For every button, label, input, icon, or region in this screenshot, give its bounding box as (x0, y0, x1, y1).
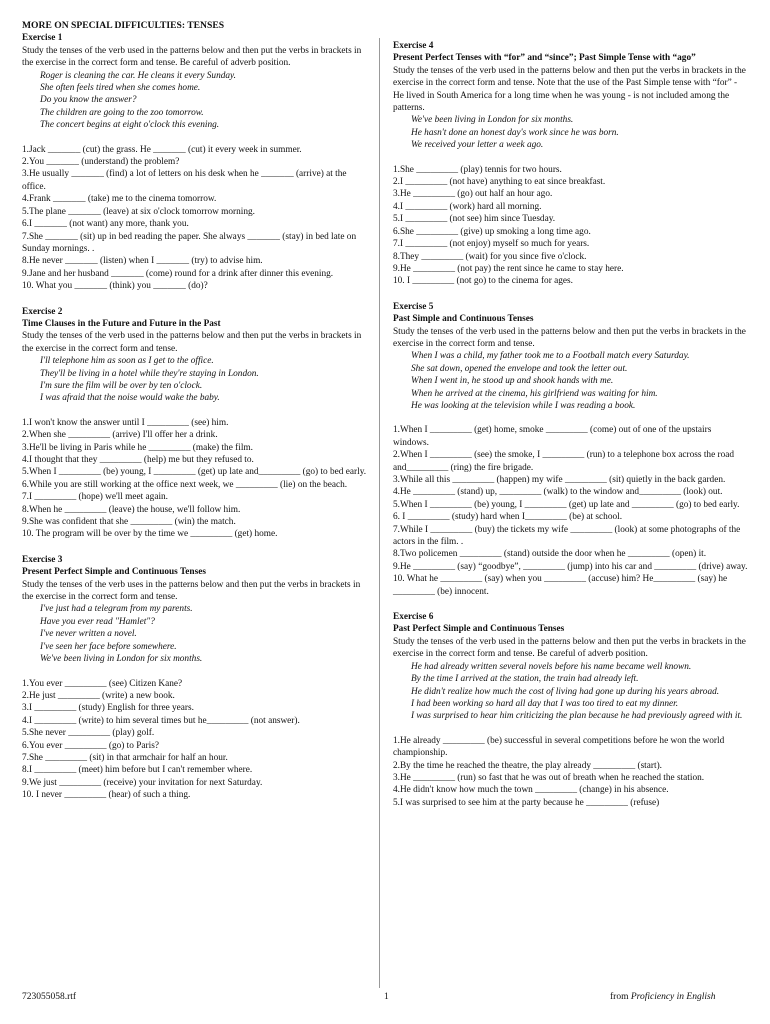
exercise-item: 6.While you are still working at the office next week, we _________ (lie) on the beach. (22, 479, 348, 490)
exercise-item: 4.Frank _______ (take) me to the cinema tomorrow. (22, 194, 217, 205)
exercise-item: 3.I _________ (study) English for three years. (22, 703, 194, 714)
example-patterns (393, 661, 748, 723)
exercise-item: 7.She _________ (sit) in that armchair for half an hour. (22, 752, 228, 763)
exercise-items (22, 144, 372, 293)
footer-source-prefix: from (610, 992, 631, 1002)
exercise-item: 2.When she _________ (arrive) I'll offer her a drink. (22, 430, 218, 441)
exercise-instructions: Study the tenses of the verb used in the patterns below and then put the verbs in brackets in the exercise in the correct form and tense. Be careful of adverb position. (393, 636, 746, 660)
exercise-item: 1.Jack _______ (cut) the grass. He _______ (cut) it every week in summer. (22, 144, 302, 155)
column-divider (379, 38, 380, 988)
exercise-title: Exercise 5 (393, 301, 434, 312)
exercise-instructions: Study the tenses of the verb used in the patterns below and then put the verbs in brackets in the exercise in the correct form and tense. Note that the use of the Past Simple tense with “for” - He lived in South America for a long time when he was young - is not included among the patterns. (393, 65, 746, 114)
exercise-item: 4.I _________ (write) to him several times but he_________ (not answer). (22, 715, 300, 726)
exercise-item: 5.When I _________ (be) young, I _________ (get) up late and _________ (go) to bed early. (393, 499, 740, 510)
exercise-items (393, 164, 748, 288)
document-title: MORE ON SPECIAL DIFFICULTIES: TENSES (22, 20, 225, 31)
exercise-item: 4.I _________ (work) hard all morning. (393, 201, 542, 212)
exercise-item: 4.I thought that they _________ (help) me but they refused to. (22, 455, 254, 465)
exercise-item: 10. What he _________ (say) when you _________ (accuse) him? He_________ (say) he _________ (be) innocent. (393, 574, 728, 597)
exercise-item: 9.She was confident that she _________ (win) the match. (22, 517, 236, 528)
exercise-items (22, 678, 372, 802)
exercise-item: 9.We just _________ (receive) your invitation for next Saturday. (22, 777, 263, 788)
exercise-item: 5.I was surprised to see him at the party because he _________ (refuse) (393, 797, 660, 808)
exercise-section (393, 611, 748, 809)
footer-source (610, 992, 715, 1002)
example-sentence: Have you ever read "Hamlet"? (40, 616, 155, 627)
exercise-item: 3.He _________ (run) so fast that he was out of breath when he reached the station. (393, 772, 705, 783)
exercise-item: 7.I _________ (not enjoy) myself so much for years. (393, 239, 590, 250)
example-sentence: I've just had a telegram from my parents. (40, 604, 193, 615)
exercise-title: Exercise 6 (393, 612, 434, 623)
footer-source-title: Proficiency in English (630, 992, 716, 1002)
exercise-section (22, 554, 372, 802)
exercise-item: 8.When he _________ (leave) the house, we'll follow him. (22, 504, 241, 515)
example-sentence: The children are going to the zoo tomorrow. (40, 107, 204, 118)
example-sentence: When I was a child, my father took me to a Football match every Saturday. (411, 351, 690, 362)
exercise-item: 10. The program will be over by the time we _________ (get) home. (22, 529, 278, 540)
example-sentence: Roger is cleaning the car. He cleans it every Sunday. (40, 70, 236, 81)
exercise-item: 7.She _______ (sit) up in bed reading the paper. She always _______ (stay) in bed late on Sunday mornings. . (22, 231, 357, 254)
exercise-item: 9.Jane and her husband _______ (come) round for a drink after dinner this evening. (22, 268, 334, 279)
example-sentence: I had been working so hard all day that I was too tired to eat my dinner. (411, 698, 679, 709)
exercise-subtitle: Time Clauses in the Future and Future in the Past (22, 318, 221, 329)
exercise-section (22, 32, 372, 292)
exercise-item: 4.He _________ (stand) up, _________ (walk) to the window and_________ (look) out. (393, 487, 723, 498)
left-exercises (22, 32, 372, 801)
example-patterns (22, 70, 372, 132)
exercise-item: 1.I won't know the answer until I _________ (see) him. (22, 417, 229, 428)
exercise-item: 3.He _________ (go) out half an hour ago. (393, 189, 553, 200)
example-sentence: I was afraid that the noise would wake the baby. (40, 393, 220, 404)
example-sentence: We've been living in London for six months. (411, 115, 574, 126)
example-sentence: She sat down, opened the envelope and took the letter out. (411, 363, 628, 374)
example-sentence: We've been living in London for six months. (40, 654, 203, 665)
exercise-instructions: Study the tenses of the verb uses in the patterns below and then put the verbs in brackets in the exercise in the correct form and tense. (22, 579, 361, 603)
example-sentence: He was looking at the television while I was reading a book. (411, 400, 636, 411)
example-sentence: I've seen her face before somewhere. (40, 641, 177, 652)
example-sentence: When he arrived at the cinema, his girlfriend was waiting for him. (411, 388, 658, 399)
exercise-item: 1.He already _________ (be) successful in several competitions before he won the world championship. (393, 735, 725, 759)
exercise-item: 6.She _________ (give) up smoking a long time ago. (393, 226, 591, 237)
example-sentence: He had already written several novels before his name became well known. (411, 661, 692, 672)
exercise-item: 8.He never _______ (listen) when I _______ (try) to advise him. (22, 256, 263, 267)
example-patterns (393, 114, 748, 151)
exercise-item: 3.While all this _________ (happen) my wife _________ (sit) quietly in the back garden. (393, 475, 726, 485)
exercise-item: 6. I _________ (study) hard when I_________ (be) at school. (393, 512, 623, 523)
exercise-item: 7.I _________ (hope) we'll meet again. (22, 492, 168, 503)
exercise-item: 6.You ever _________ (go) to Paris? (22, 740, 159, 751)
example-patterns (22, 603, 372, 665)
exercise-item: 2.When I _________ (see) the smoke, I _________ (run) to a telephone box across the road and_________ (ring) the fire brigade. (393, 450, 735, 473)
exercise-item: 3.He'll be living in Paris while he _________ (make) the film. (22, 442, 253, 453)
exercise-item: 10. I never _________ (hear) of such a thing. (22, 790, 191, 801)
right-exercises (393, 40, 748, 809)
exercise-item: 2.I _________ (not have) anything to eat since breakfast. (393, 177, 606, 188)
exercise-title: Exercise 2 (22, 306, 63, 317)
example-patterns (22, 355, 372, 405)
exercise-item: 9.He _________ (say) “goodbye”, _________ (jump) into his car and _________ (drive) away. (393, 561, 748, 572)
exercise-item: 2.By the time he reached the theatre, the play already _________ (start). (393, 760, 662, 771)
example-sentence: By the time I arrived at the station, the train had already left. (411, 674, 639, 685)
example-sentence: The concert begins at eight o'clock this evening. (40, 120, 220, 131)
exercise-items (393, 424, 748, 598)
exercise-instructions: Study the tenses of the verb used in the patterns below and then put the verbs in brackets in the exercise in the correct form and tense. (393, 326, 746, 349)
exercise-item: 2.You _______ (understand) the problem? (22, 157, 180, 168)
exercise-title: Exercise 1 (22, 33, 63, 44)
exercise-item: 8.Two policemen _________ (stand) outside the door when he _________ (open) it. (393, 549, 707, 560)
footer-filename: 723055058.rtf (22, 992, 77, 1002)
example-sentence: Do you know the answer? (40, 95, 137, 106)
exercise-item: 1.You ever _________ (see) Citizen Kane? (22, 678, 183, 689)
exercise-item: 3.He usually _______ (find) a lot of letters on his desk when he _______ (arrive) at the office. (22, 169, 347, 192)
exercise-section (393, 301, 748, 598)
example-sentence: I was surprised to hear him criticizing the plan because he had previously agreed with it. (411, 711, 743, 722)
exercise-item: 1.When I _________ (get) home, smoke _________ (come) out of one of the upstairs windows. (393, 425, 712, 448)
exercise-subtitle: Present Perfect Tenses with “for” and “since”; Past Simple Tense with “ago” (393, 53, 696, 64)
example-sentence: I'll telephone him as soon as I get to the office. (40, 356, 214, 367)
exercise-section (22, 306, 372, 541)
exercise-items (22, 417, 372, 541)
exercise-instructions: Study the tenses of the verb used in the patterns below and then put the verbs in brackets in the exercise in the correct form and tense. (22, 331, 362, 354)
exercise-item: 10. What you _______ (think) you _______ (do)? (22, 281, 208, 292)
exercise-subtitle: Past Simple and Continuous Tenses (393, 314, 534, 325)
example-patterns (393, 350, 748, 412)
exercise-item: 5.She never _________ (play) golf. (22, 728, 155, 739)
exercise-item: 8.I _________ (meet) him before but I can't remember where. (22, 765, 253, 776)
example-sentence: I'm sure the film will be over by ten o'clock. (40, 380, 203, 391)
exercise-item: 5.I _________ (not see) him since Tuesday. (393, 214, 556, 225)
example-sentence: He didn't realize how much the cost of living had gone up during his years abroad. (411, 686, 720, 697)
footer-page-number: 1 (384, 992, 389, 1002)
exercise-item: 9.He _________ (not pay) the rent since he came to stay here. (393, 263, 624, 274)
exercise-item: 2.He just _________ (write) a new book. (22, 690, 175, 701)
exercise-title: Exercise 3 (22, 554, 63, 565)
exercise-item: 4.He didn't know how much the town _________ (change) in his absence. (393, 785, 669, 796)
example-sentence: We received your letter a week ago. (411, 140, 544, 151)
exercise-subtitle: Present Perfect Simple and Continuous Tenses (22, 567, 206, 578)
example-sentence: He hasn't done an honest day's work since he was born. (411, 127, 619, 138)
exercise-section (393, 40, 748, 288)
example-sentence: I've never written a novel. (40, 629, 137, 640)
exercise-item: 1.She _________ (play) tennis for two hours. (393, 164, 562, 175)
left-column (22, 20, 372, 815)
exercise-items (393, 735, 748, 809)
example-sentence: They'll be living in a hotel while they're staying in London. (40, 368, 259, 379)
exercise-item: 5.The plane _______ (leave) at six o'clock tomorrow morning. (22, 206, 256, 217)
exercise-item: 6.I _______ (not want) any more, thank you. (22, 219, 189, 230)
exercise-subtitle: Past Perfect Simple and Continuous Tenses (393, 624, 565, 635)
exercise-item: 5.When I _________ (be) young, I _________ (get) up late and_________ (go) to bed early. (22, 467, 367, 478)
exercise-item: 8.They _________ (wait) for you since five o'clock. (393, 251, 587, 262)
example-sentence: When I went in, he stood up and shook hands with me. (411, 376, 614, 387)
exercise-instructions: Study the tenses of the verb used in the patterns below and then put the verbs in brackets in the exercise in the correct form and tense. Be careful of adverb position. (22, 45, 362, 69)
exercise-item: 10. I _________ (not go) to the cinema for ages. (393, 276, 573, 287)
right-column (393, 40, 748, 822)
exercise-item: 7.While I _________ (buy) the tickets my wife _________ (look) at some photographs of the actors in the film. . (393, 524, 741, 548)
example-sentence: She often feels tired when she comes home. (40, 83, 201, 94)
exercise-title: Exercise 4 (393, 41, 434, 51)
